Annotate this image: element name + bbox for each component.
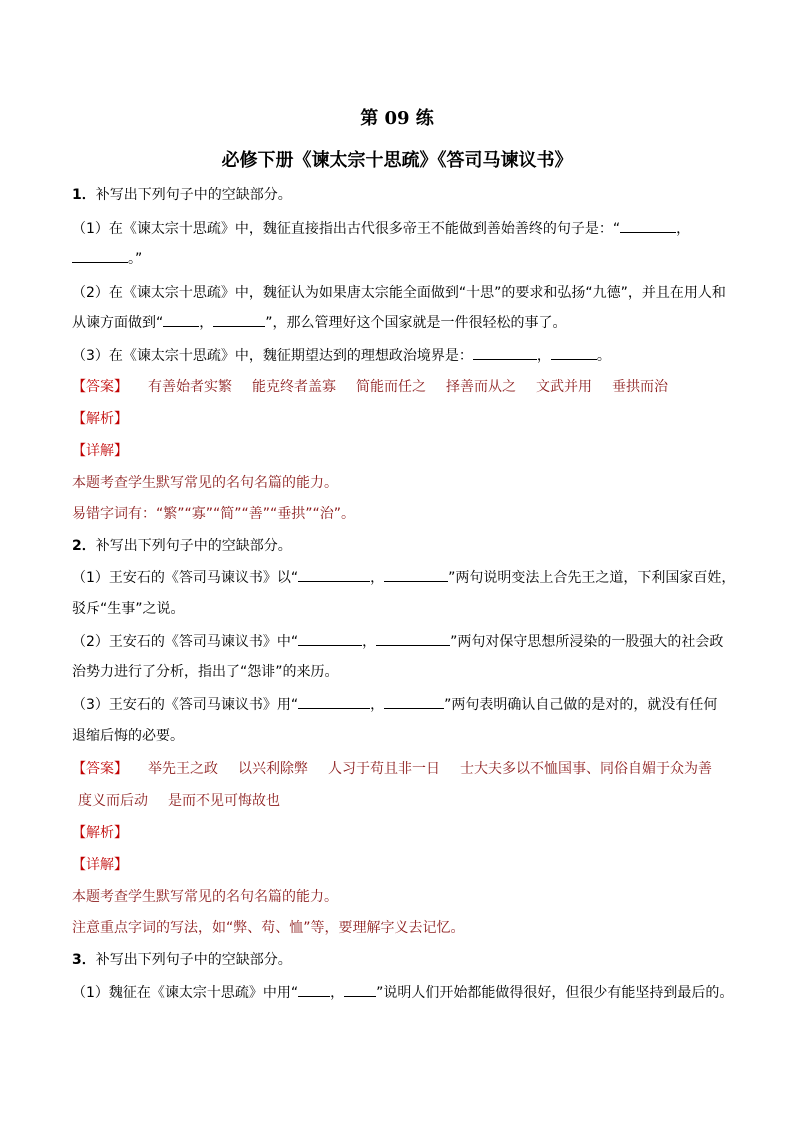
- q2-stem: [72, 535, 724, 557]
- q2-part2-line2: 治势力进行了分析，指出了“怨诽”的来历。: [72, 664, 339, 680]
- answer-item: 有善始者实繁: [148, 379, 232, 395]
- q1-p2-text-a: （2）在《谏太宗十思疏》中，魏征认为如果唐太宗能全面做到“十思”的要求和弘扬“九德”，并且在用人和: [72, 285, 726, 301]
- blank: [72, 248, 128, 263]
- q2-part3-line2: 退缩后悔的必要。: [72, 728, 184, 744]
- q2-p2-text-c: ”两句对保守思想所浸染的一股强大的社会政: [450, 634, 724, 650]
- answer-item: 简能而任之: [356, 379, 426, 395]
- answer-label: 【答案】: [72, 761, 128, 777]
- q2-p2-text-a: （2）王安石的《答司马谏议书》中“: [72, 634, 299, 650]
- q2-note1: 本题考查学生默写常见的名句名篇的能力。: [72, 889, 338, 905]
- answer-item: 是而不见可悔故也: [168, 793, 280, 809]
- q2-note2: 注意重点字词的写法，如“弊、苟、恤”等，要理解字义去记忆。: [72, 920, 465, 936]
- blank: [620, 218, 676, 233]
- q2-p1-text-a: （1）王安石的《答司马谏议书》以“: [72, 570, 299, 586]
- q2-p1-text-b: ，: [370, 570, 385, 586]
- answer-item: 垂拱而治: [612, 379, 668, 395]
- page-subtitle: 必修下册《谏太宗十思疏》《答司马谏议书》: [221, 150, 573, 171]
- q1-part3: [72, 345, 724, 367]
- q2-part1-line2: 驳斥“生事”之说。: [72, 601, 185, 617]
- blank: [384, 567, 448, 582]
- q2-p3-text-b: ，: [370, 697, 385, 713]
- q3-p1-text-b: ，: [330, 985, 345, 1001]
- answer-label: 【答案】: [72, 379, 128, 395]
- blank: [551, 345, 597, 360]
- analysis-label: 【解析】: [72, 825, 128, 841]
- answer-item: 择善而从之: [446, 379, 516, 395]
- q1-p2-text-b: 从谏方面做到“: [72, 315, 164, 331]
- analysis-label: 【解析】: [72, 411, 128, 427]
- answer-item: 以兴利除弊: [238, 761, 308, 777]
- blank: [384, 694, 444, 709]
- q2-p3-text-c: ”两句表明确认自己做的是对的，就没有任何: [444, 697, 718, 713]
- q2-number: 2．: [72, 538, 96, 554]
- detail-label: 【详解】: [72, 857, 128, 873]
- q1-number: 1．: [72, 187, 96, 203]
- q2-p2-text-b: ，: [362, 634, 377, 650]
- q3-stem: [72, 949, 724, 971]
- q1-p2-text-c: ，: [199, 315, 214, 331]
- answer-item: 度义而后动: [78, 793, 148, 809]
- q2-answer-line: [72, 758, 724, 780]
- q1-p1-text-b: ，: [676, 221, 691, 237]
- q2-part3-line1: [72, 694, 724, 716]
- q1-part2-line2: [72, 312, 724, 334]
- detail-label: 【详解】: [72, 443, 128, 459]
- q1-p1-text-c: 。”: [128, 251, 143, 267]
- q2-part2-line1: [72, 631, 724, 653]
- q1-p2-text-d: ”，那么管理好这个国家就是一件很轻松的事了。: [265, 315, 567, 331]
- q2-answer-line2: [78, 790, 730, 812]
- q3-p1-text-a: （1）魏征在《谏太宗十思疏》中用“: [72, 985, 299, 1001]
- blank: [298, 567, 370, 582]
- answer-item: 士大夫多以不恤国事、同俗自媚于众为善: [460, 761, 712, 777]
- answer-item: 能克终者盖寡: [252, 379, 336, 395]
- blank: [298, 631, 362, 646]
- q3-p1-text-c: ”说明人们开始都能做得很好，但很少有能坚持到最后的。: [376, 985, 734, 1001]
- q1-part2-line1: [72, 282, 724, 304]
- q2-p3-text-a: （3）王安石的《答司马谏议书》用“: [72, 697, 299, 713]
- blank: [376, 631, 450, 646]
- q1-note1: 本题考查学生默写常见的名句名篇的能力。: [72, 475, 338, 491]
- answer-item: 人习于苟且非一日: [328, 761, 440, 777]
- answer-item: 文武并用: [536, 379, 592, 395]
- q1-part1-line2: [72, 248, 724, 270]
- blank: [344, 982, 376, 997]
- q1-p3-text-a: （3）在《谏太宗十思疏》中，魏征期望达到的理想政治境界是：: [72, 348, 473, 364]
- q1-p3-text-b: ，: [536, 348, 551, 364]
- blank: [163, 312, 199, 327]
- blank: [213, 312, 265, 327]
- page-title: 第 09 练: [360, 108, 434, 129]
- blank: [298, 694, 370, 709]
- q1-stem: [72, 184, 724, 206]
- q2-p1-text-c: ”两句说明变法上合先王之道，下利国家百姓，: [448, 570, 736, 586]
- q3-stem-text: 补写出下列句子中的空缺部分。: [95, 952, 292, 968]
- q2-stem-text: 补写出下列句子中的空缺部分。: [95, 538, 292, 554]
- answer-item: 举先王之政: [148, 761, 218, 777]
- q1-p3-text-c: 。: [596, 348, 611, 364]
- q1-p1-text-a: （1）在《谏太宗十思疏》中，魏征直接指出古代很多帝王不能做到善始善终的句子是：“: [72, 221, 621, 237]
- q2-part1-line1: [72, 567, 736, 589]
- blank: [473, 345, 537, 360]
- q1-part1-line1: [72, 218, 724, 240]
- q1-note2: 易错字词有：“繁”“寡”“简”“善”“垂拱”“治”。: [72, 506, 356, 522]
- q1-stem-text: 补写出下列句子中的空缺部分。: [95, 187, 292, 203]
- q1-answer-line: [72, 376, 724, 398]
- q3-part1: [72, 982, 734, 1004]
- q3-number: 3．: [72, 952, 96, 968]
- blank: [298, 982, 330, 997]
